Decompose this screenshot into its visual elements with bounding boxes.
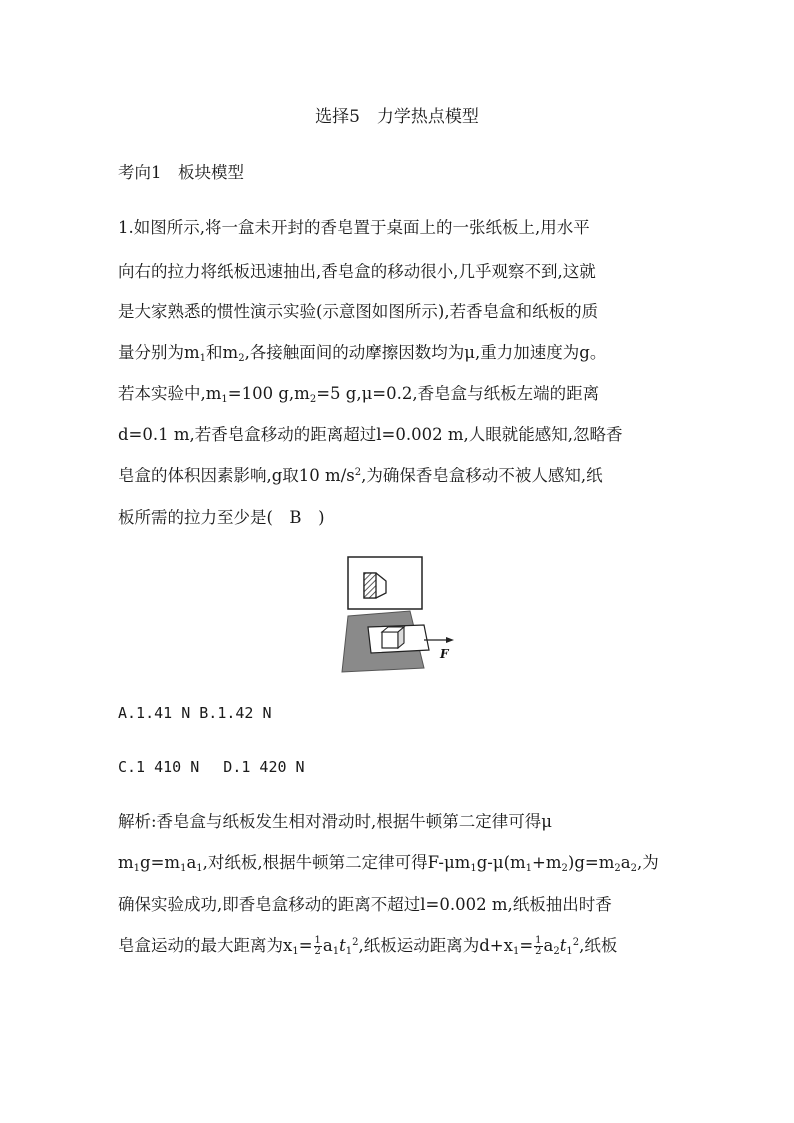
question-line: 若本实验中$,m_1=100$ $g,m_2=5$ g,μ=0.2,香皂盒与纸板左端的距离 (118, 384, 600, 405)
soap-box-hatched-face (364, 573, 376, 598)
solution-line: 解析:香皂盒与纸板发生相对滑动时,根据牛顿第二定律可得μ (118, 812, 553, 831)
question-line: 1.如图所示,将一盒未开封的香皂置于桌面上的一张纸板上,用水平 (118, 218, 590, 237)
force-label: F (440, 647, 449, 661)
options-row: A.1.41 N B.1.42 N (118, 704, 272, 722)
question-line: 量分别为$m_1$和$m_2$,各接触面间的动摩擦因数均为μ,重力加速度为g。 (118, 343, 607, 364)
question-line: 皂盒的体积因素影响,g取10 $m/s^2$,为确保香皂盒移动不被人感知,纸 (118, 466, 603, 485)
fraction-one-half: $\frac{1}{2}$ (535, 935, 542, 957)
page-title: 选择5 力学热点模型 (315, 107, 479, 127)
soap-box (382, 632, 398, 648)
solution-line: 皂盒运动的最大距离为$x_1=$ $\frac{1}{2}$ $a_1t_1^2$,纸板运动距离为$d+x_1=$ $\frac{1}{2}$ $a_2t_1^2$,纸板 (118, 935, 618, 957)
options-row: C.1 410 N D.1 420 N (118, 758, 305, 776)
question-line: 板所需的拉力至少是( B ) (118, 508, 325, 527)
fraction-one-half: $\frac{1}{2}$ (314, 935, 321, 957)
solution-line: 确保实验成功,即香皂盒移动的距离不超过l=0.002 m,纸板抽出时香 (118, 895, 612, 914)
section-heading: 考向1 板块模型 (118, 163, 244, 182)
question-line: 向右的拉力将纸板迅速抽出,香皂盒的移动很小,几乎观察不到,这就 (118, 262, 596, 281)
question-line: 是大家熟悉的惯性演示实验(示意图如图所示),若香皂盒和纸板的质 (118, 302, 599, 321)
inertia-experiment-figure (340, 553, 460, 673)
arrowhead-icon (446, 637, 454, 643)
question-line: d=0.1 m,若香皂盒移动的距离超过l=0.002 m,人眼就能感知,忽略香 (118, 425, 623, 444)
solution-line: $m_1g=m_1a_1$,对纸板,根据牛顿第二定律可得$F-\mu m_1g-\mu(m_1+m_2)g=m_2a_2$,为 (118, 853, 659, 874)
